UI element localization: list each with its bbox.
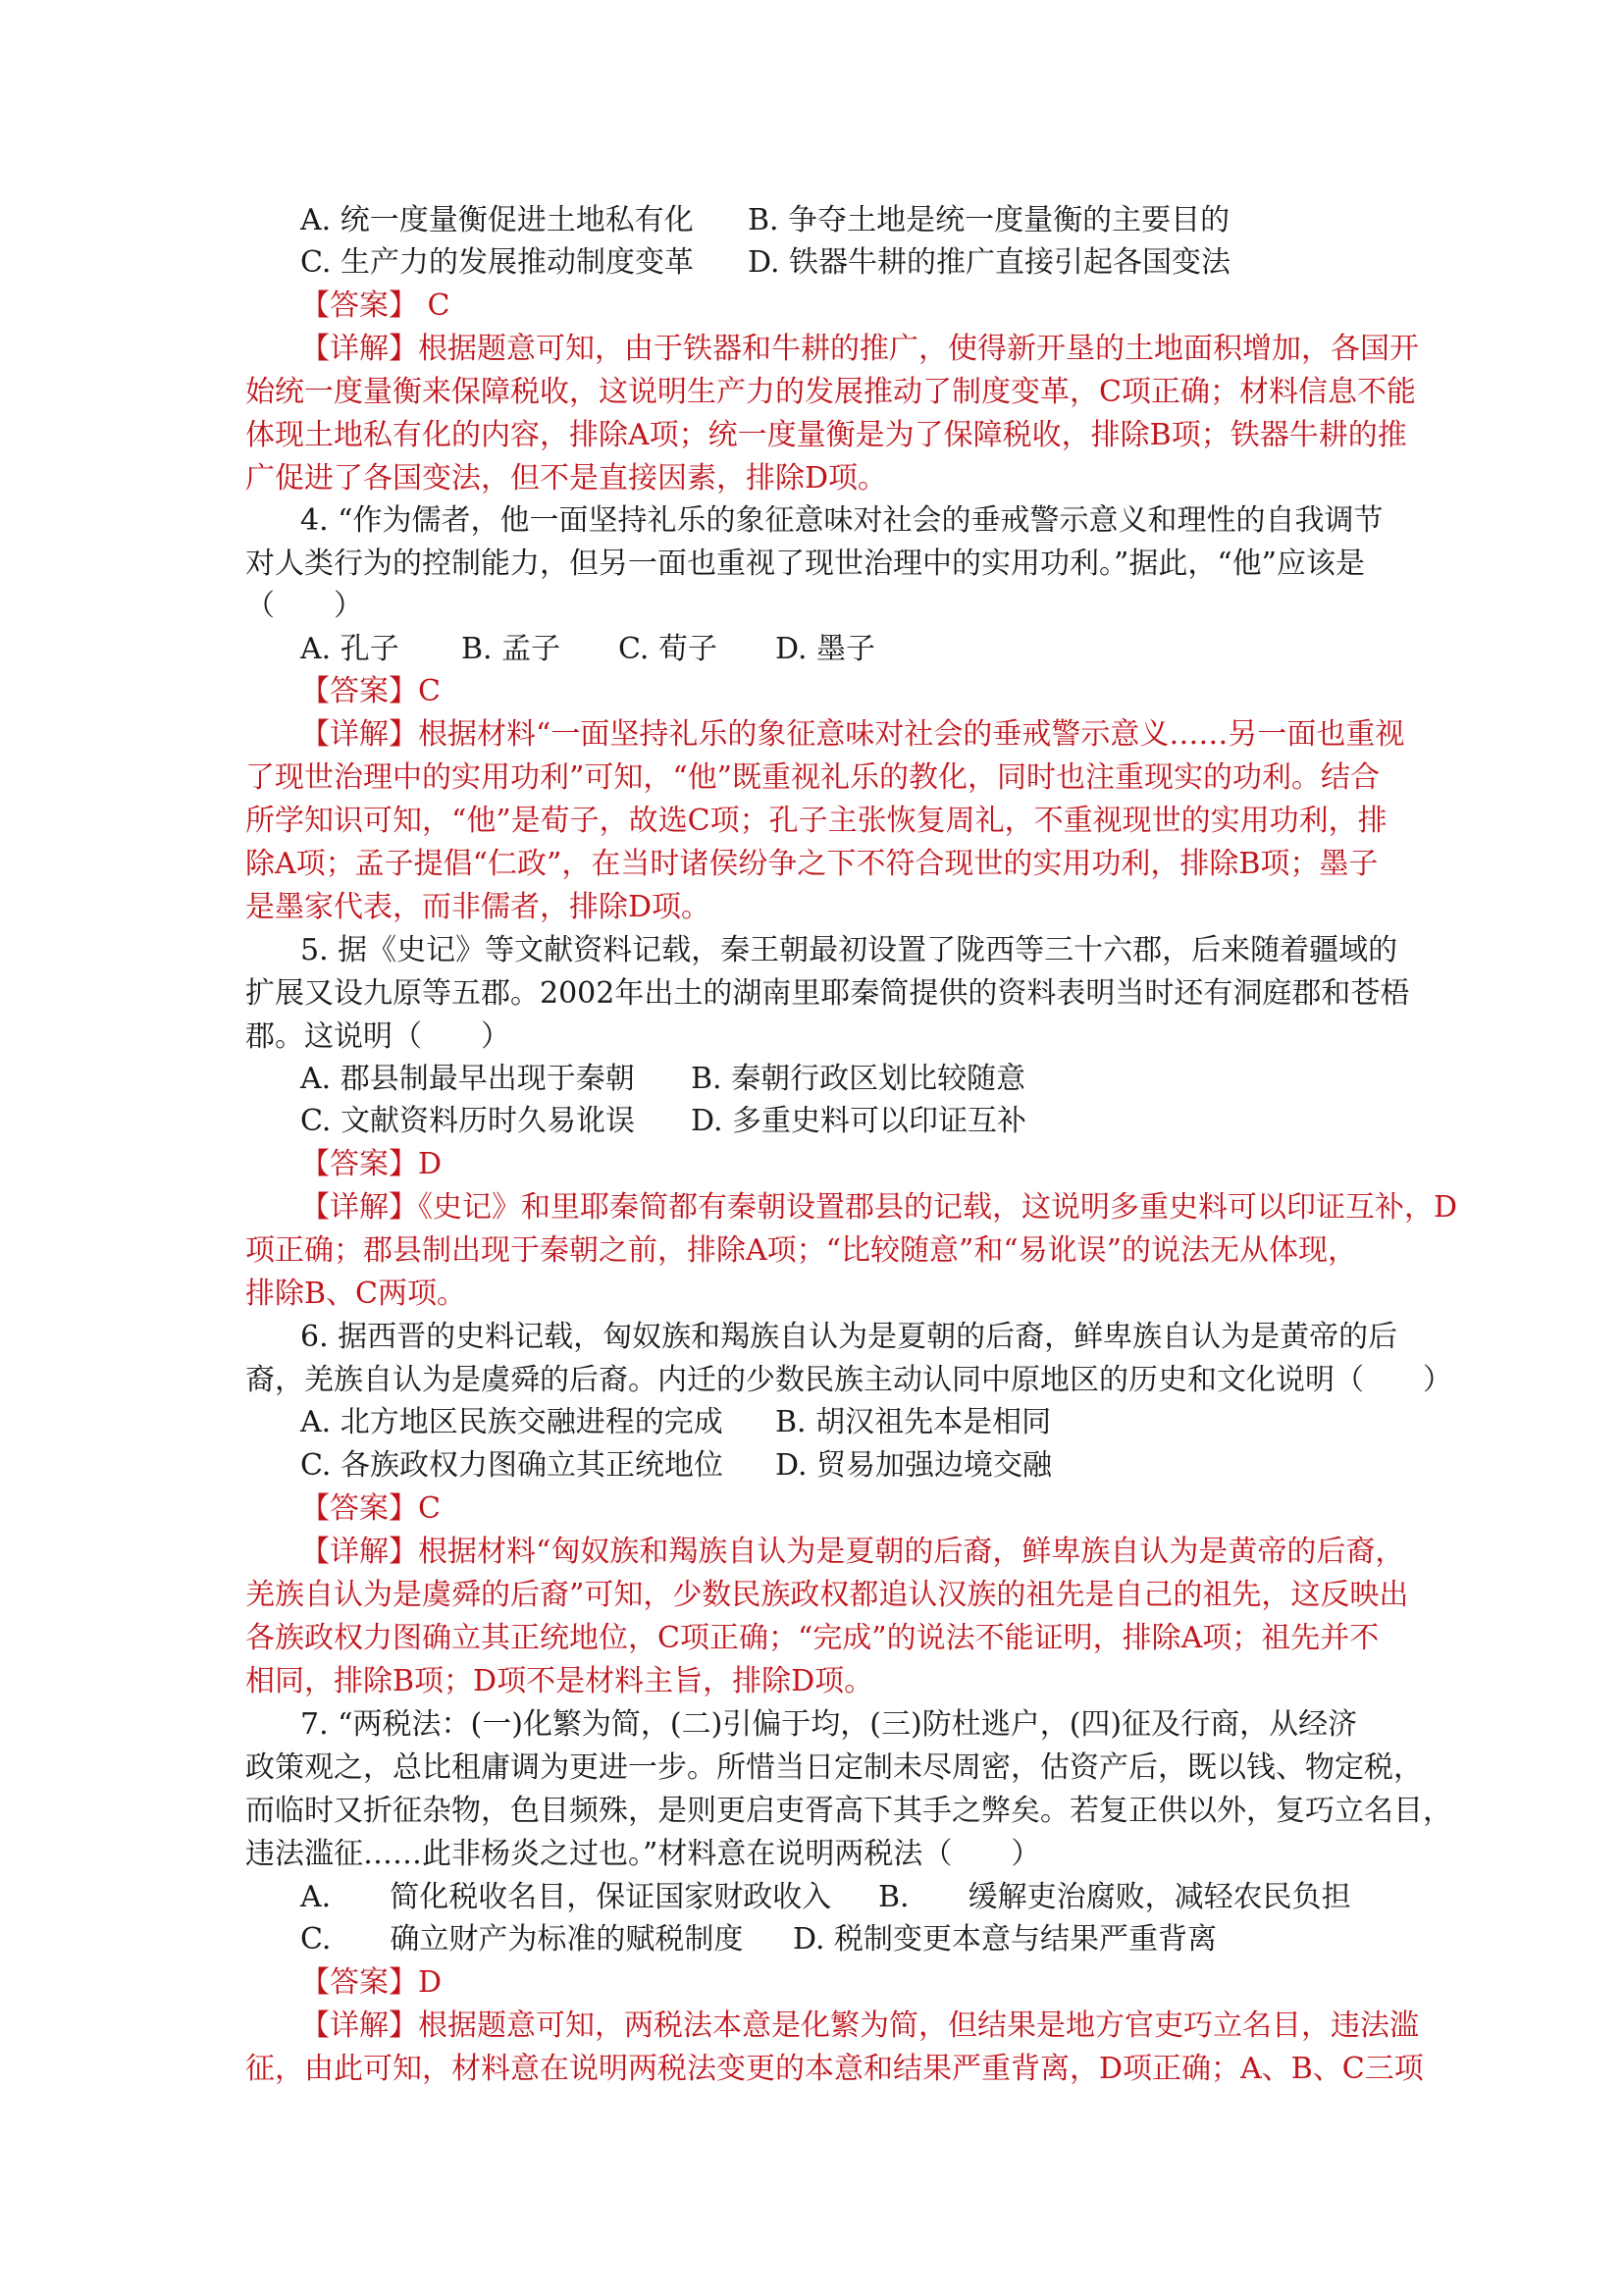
- q7-option-c: C. 确立财产为标准的赋税制度: [300, 1922, 744, 1957]
- q6-detail-line: 各族政权力图确立其正统地位，C项正确；“完成”的说法不能证明，排除A项；祖先并不: [245, 1621, 1380, 1655]
- q5-option-a: A. 郡县制最早出现于秦朝: [300, 1062, 635, 1096]
- q6-option-a: A. 北方地区民族交融进程的完成: [300, 1405, 723, 1439]
- q6-option-b: B. 胡汉祖先本是相同: [775, 1405, 1052, 1439]
- q3-detail-line: 【详解】根据题意可知，由于铁器和牛耕的推广，使得新开垦的土地面积增加，各国开: [300, 332, 1419, 366]
- q3-option-d: D. 铁器牛耕的推广直接引起各国变法: [748, 245, 1231, 280]
- q5-answer: 【答案】D: [300, 1147, 443, 1181]
- q7-stem-line: 政策观之，总比租庸调为更进一步。所惜当日定制未尽周密，估资产后，既以钱、物定税，: [245, 1750, 1423, 1785]
- q3-option-a: A. 统一度量衡促进土地私有化: [300, 203, 694, 237]
- q5-stem-line: 郡。这说明（ ）: [245, 1019, 510, 1054]
- q7-stem-line: 7. “两税法：(一)化繁为简，(二)引偏于均，(三)防杜逃户，(四)征及行商，从经济: [300, 1707, 1358, 1742]
- q3-option-c: C. 生产力的发展推动制度变革: [300, 245, 694, 280]
- q6-answer: 【答案】C: [300, 1491, 441, 1526]
- q7-option-b: B. 缓解吏治腐败，减轻农民负担: [878, 1880, 1351, 1914]
- q4-stem-line: 对人类行为的控制能力，但另一面也重视了现世治理中的实用功利。”据此，“他”应该是: [245, 547, 1366, 581]
- q6-option-c: C. 各族政权力图确立其正统地位: [300, 1448, 723, 1483]
- q4-stem-line: （ ）: [245, 589, 363, 623]
- q6-stem-line: 6. 据西晋的史料记载，匈奴族和羯族自认为是夏朝的后裔，鲜卑族自认为是黄帝的后: [300, 1320, 1398, 1354]
- q4-answer: 【答案】C: [300, 674, 441, 708]
- q3-option-b: B. 争夺土地是统一度量衡的主要目的: [748, 203, 1230, 237]
- q3-answer: 【答案】 C: [300, 288, 450, 323]
- q3-detail-line: 体现土地私有化的内容，排除A项；统一度量衡是为了保障税收，排除B项；铁器牛耕的推: [245, 418, 1407, 452]
- q4-option-c: C. 荀子: [618, 632, 717, 666]
- q4-option-d: D. 墨子: [775, 632, 876, 666]
- q7-option-d: D. 税制变更本意与结果严重背离: [793, 1922, 1218, 1957]
- q4-option-a: A. 孔子: [300, 632, 399, 666]
- q7-answer: 【答案】D: [300, 1965, 443, 2000]
- q7-detail-line: 征，由此可知，材料意在说明两税法变更的本意和结果严重背离，D项正确；A、B、C三项: [245, 2052, 1424, 2086]
- q7-detail-line: 【详解】根据题意可知，两税法本意是化繁为简，但结果是地方官吏巧立名目，违法滥: [300, 2009, 1419, 2043]
- q4-detail-line: 除A项；孟子提倡“仁政”，在当时诸侯纷争之下不符合现世的实用功利，排除B项；墨子: [245, 847, 1379, 881]
- q6-detail-line: 羌族自认为是虞舜的后裔”可知，少数民族政权都追认汉族的祖先是自己的祖先，这反映出: [245, 1578, 1409, 1612]
- q5-option-b: B. 秦朝行政区划比较随意: [691, 1062, 1026, 1096]
- q5-stem-line: 扩展又设九原等五郡。2002年出土的湖南里耶秦简提供的资料表明当时还有洞庭郡和苍梧: [245, 976, 1410, 1011]
- q3-detail-line: 始统一度量衡来保障税收，这说明生产力的发展推动了制度变革，C项正确；材料信息不能: [245, 375, 1416, 409]
- q6-detail-line: 相同，排除B项；D项不是材料主旨，排除D项。: [245, 1664, 874, 1698]
- q4-stem-line: 4. “作为儒者，他一面坚持礼乐的象征意味对社会的垂戒警示意义和理性的自我调节: [300, 503, 1384, 538]
- q4-detail-line: 所学知识可知，“他”是荀子，故选C项；孔子主张恢复周礼，不重视现世的实用功利，排: [245, 804, 1387, 838]
- q3-detail-line: 广促进了各国变法，但不是直接因素，排除D项。: [245, 461, 888, 496]
- q7-stem-line: 而临时又折征杂物，色目频殊，是则更启吏胥高下其手之弊矣。若复正供以外，复巧立名目，: [245, 1794, 1452, 1828]
- q4-detail-line: 了现世治理中的实用功利”可知，“他”既重视礼乐的教化，同时也注重现实的功利。结合: [245, 760, 1381, 795]
- q7-option-a: A. 简化税收名目，保证国家财政收入: [300, 1880, 832, 1914]
- q6-stem-line: 裔，羌族自认为是虞舜的后裔。内迁的少数民族主动认同中原地区的历史和文化说明（ ）: [245, 1363, 1452, 1397]
- q7-stem-line: 违法滥征……此非杨炎之过也。”材料意在说明两税法（ ）: [245, 1837, 1041, 1871]
- q4-detail-line: 是墨家代表，而非儒者，排除D项。: [245, 890, 711, 924]
- q4-detail-line: 【详解】根据材料“一面坚持礼乐的象征意味对社会的垂戒警示意义……另一面也重视: [300, 717, 1405, 752]
- q5-detail-line: 项正确；郡县制出现于秦朝之前，排除A项；“比较随意”和“易讹误”的说法无从体现，: [245, 1233, 1358, 1268]
- q6-option-d: D. 贸易加强边境交融: [775, 1448, 1053, 1483]
- q5-stem-line: 5. 据《史记》等文献资料记载，秦王朝最初设置了陇西等三十六郡，后来随着疆域的: [300, 933, 1398, 967]
- q4-option-b: B. 孟子: [461, 632, 561, 666]
- q5-detail-line: 排除B、C两项。: [245, 1277, 466, 1311]
- q5-detail-line: 【详解】《史记》和里耶秦简都有秦朝设置郡县的记载，这说明多重史料可以印证互补，D: [300, 1190, 1458, 1225]
- q5-option-c: C. 文献资料历时久易讹误: [300, 1104, 635, 1138]
- q5-option-d: D. 多重史料可以印证互补: [691, 1104, 1027, 1138]
- q6-detail-line: 【详解】根据材料“匈奴族和羯族自认为是夏朝的后裔，鲜卑族自认为是黄帝的后裔，: [300, 1535, 1405, 1569]
